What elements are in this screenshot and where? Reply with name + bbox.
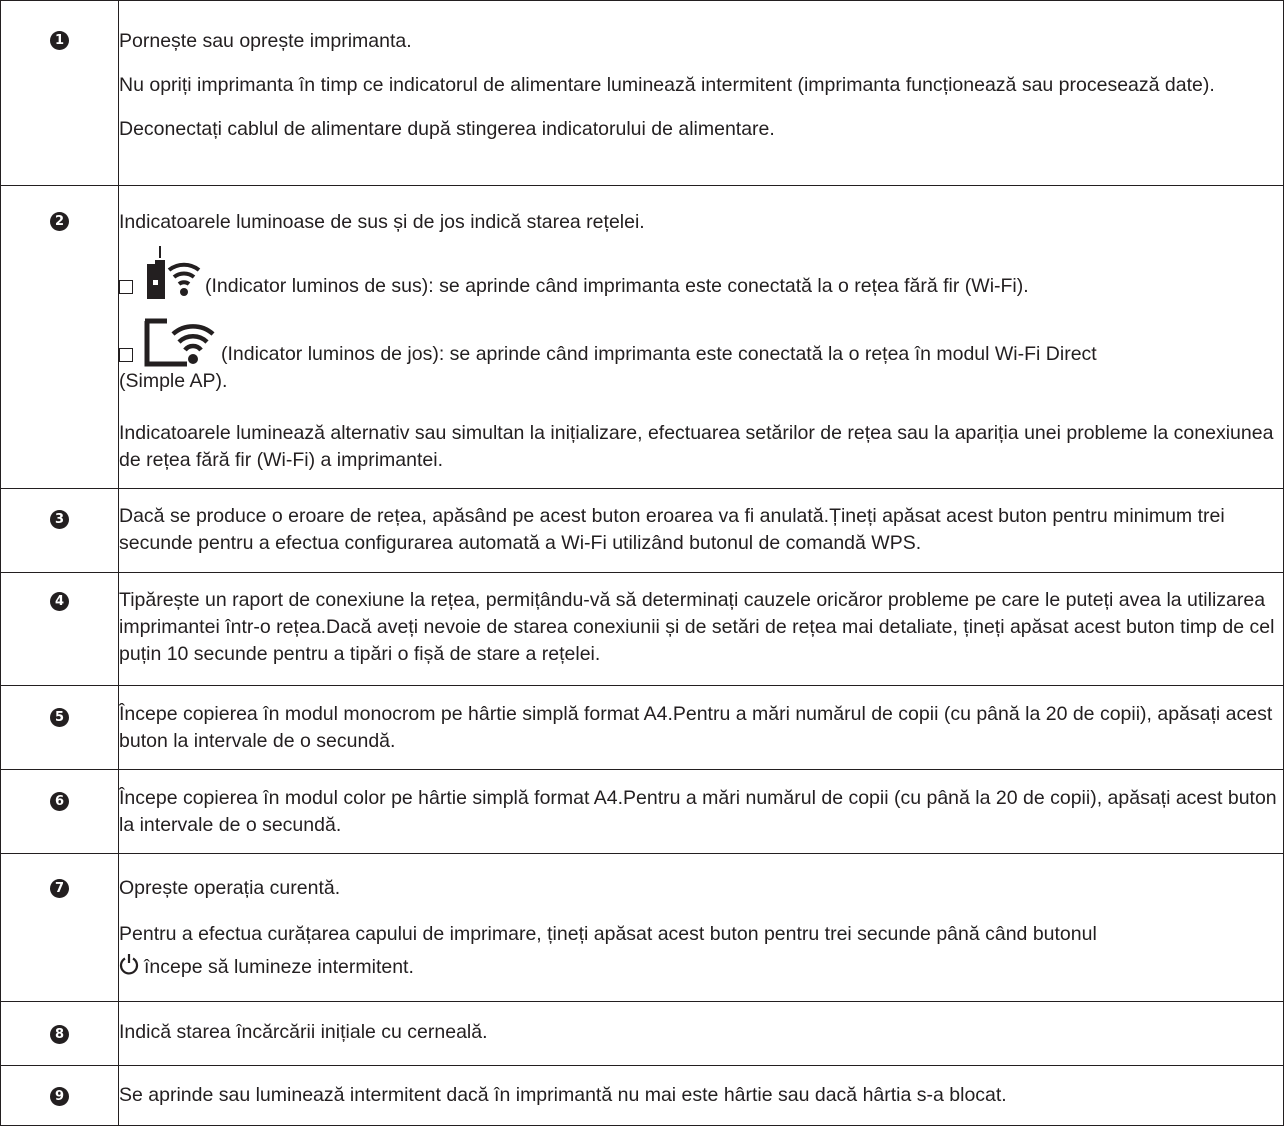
description-text: Se aprinde sau luminează intermitent dacă în imprimantă nu mai este hârtie sau dacă hârtia s-a blocat. <box>119 1084 1007 1106</box>
description-cell <box>119 573 1284 686</box>
description-text: Nu opriți imprimanta în timp ce indicatorul de alimentare luminează intermitent (imprimanta funcționează sau procesează date). <box>119 74 1215 96</box>
number-badge-5: 5 <box>50 708 69 727</box>
bullet-item <box>119 244 1283 300</box>
number-badge-8: 8 <box>50 1025 69 1044</box>
table-row <box>1 686 1284 770</box>
number-cell <box>1 1 119 186</box>
description-cell <box>119 186 1284 489</box>
description-text <box>119 953 1283 981</box>
bullet-text-continuation: (Simple AP). <box>119 370 228 392</box>
number-cell <box>1 854 119 1002</box>
description-cell <box>119 1066 1284 1126</box>
wifi-direct-icon <box>143 318 215 368</box>
number-badge-2: 2 <box>50 212 69 231</box>
number-badge-1: 1 <box>50 31 69 50</box>
number-badge-7: 7 <box>50 879 69 898</box>
table-row <box>1 1066 1284 1126</box>
description-text: Indicatoarele luminoase de sus și de jos indică starea rețelei. <box>119 211 645 233</box>
number-badge-6: 6 <box>50 792 69 811</box>
table-row <box>1 573 1284 686</box>
description-cell <box>119 489 1284 573</box>
checkbox-icon <box>119 280 133 294</box>
table-row <box>1 770 1284 854</box>
power-icon <box>119 953 139 975</box>
number-cell <box>1 186 119 489</box>
number-badge-9: 9 <box>50 1087 69 1106</box>
table-row <box>1 1002 1284 1066</box>
description-text: Începe copierea în modul color pe hârtie simplă format A4.Pentru a mări numărul de copii (cu până la 20 de copii), apăsați acest buton la intervale de o secundă. <box>119 787 1277 836</box>
description-text: Tipărește un raport de conexiune la rețea, permițându-vă să determinați cauzele oricăror probleme pe care le puteți avea la utilizarea imprimantei într-o rețea.Dacă aveți nevoie de starea conexiunii și de setări de rețea mai detaliate, țineți apăsat acest buton timp de cel puțin 10 secunde pentru a tipări o fișă de stare a rețelei. <box>119 589 1275 665</box>
number-cell <box>1 489 119 573</box>
description-cell <box>119 854 1284 1002</box>
description-text: Indică starea încărcării inițiale cu cerneală. <box>119 1021 488 1043</box>
description-text: Pentru a efectua curățarea capului de imprimare, țineți apăsat acest buton pentru trei secunde până când butonul <box>119 923 1097 945</box>
number-cell <box>1 1002 119 1066</box>
number-cell <box>1 573 119 686</box>
bullet-text: (Indicator luminos de sus): se aprinde când imprimanta este conectată la o rețea fără fir (Wi-Fi). <box>205 275 1029 297</box>
description-text: Dacă se produce o eroare de rețea, apăsând pe acest buton eroarea va fi anulată.Țineți apăsat acest buton pentru minimum trei secunde pentru a efectua configurarea automată a Wi-Fi utilizând butonul de comandă WPS. <box>119 505 1225 554</box>
description-text: Începe copierea în modul monocrom pe hârtie simplă format A4.Pentru a mări numărul de copii (cu până la 20 de copii), apăsați acest buton la intervale de o secundă. <box>119 703 1273 752</box>
description-cell <box>119 1002 1284 1066</box>
number-cell <box>1 1066 119 1126</box>
description-cell <box>119 1 1284 186</box>
description-text: Deconectați cablul de alimentare după stingerea indicatorului de alimentare. <box>119 118 775 140</box>
number-badge-3: 3 <box>50 510 69 529</box>
table-row <box>1 489 1284 573</box>
description-text: Oprește operația curentă. <box>119 877 341 899</box>
number-cell <box>1 686 119 770</box>
description-cell <box>119 686 1284 770</box>
description-text: Indicatoarele luminează alternativ sau simultan la inițializare, efectuarea setărilor de rețea sau la apariția unei probleme la conexiunea de rețea fără fir (Wi-Fi) a imprimantei. <box>119 422 1274 471</box>
table-row <box>1 1 1284 186</box>
checkbox-icon <box>119 348 133 362</box>
table-row <box>1 854 1284 1002</box>
number-cell <box>1 770 119 854</box>
description-text-end: începe să lumineze intermitent. <box>144 956 414 978</box>
bullet-item <box>119 318 1283 368</box>
table-row <box>1 186 1284 489</box>
description-cell <box>119 770 1284 854</box>
wifi-printer-icon <box>143 244 201 300</box>
number-badge-4: 4 <box>50 592 69 611</box>
description-text: Pornește sau oprește imprimanta. <box>119 30 412 52</box>
bullet-text: (Indicator luminos de jos): se aprinde când imprimanta este conectată la o rețea în modul Wi-Fi Direct <box>221 343 1097 365</box>
